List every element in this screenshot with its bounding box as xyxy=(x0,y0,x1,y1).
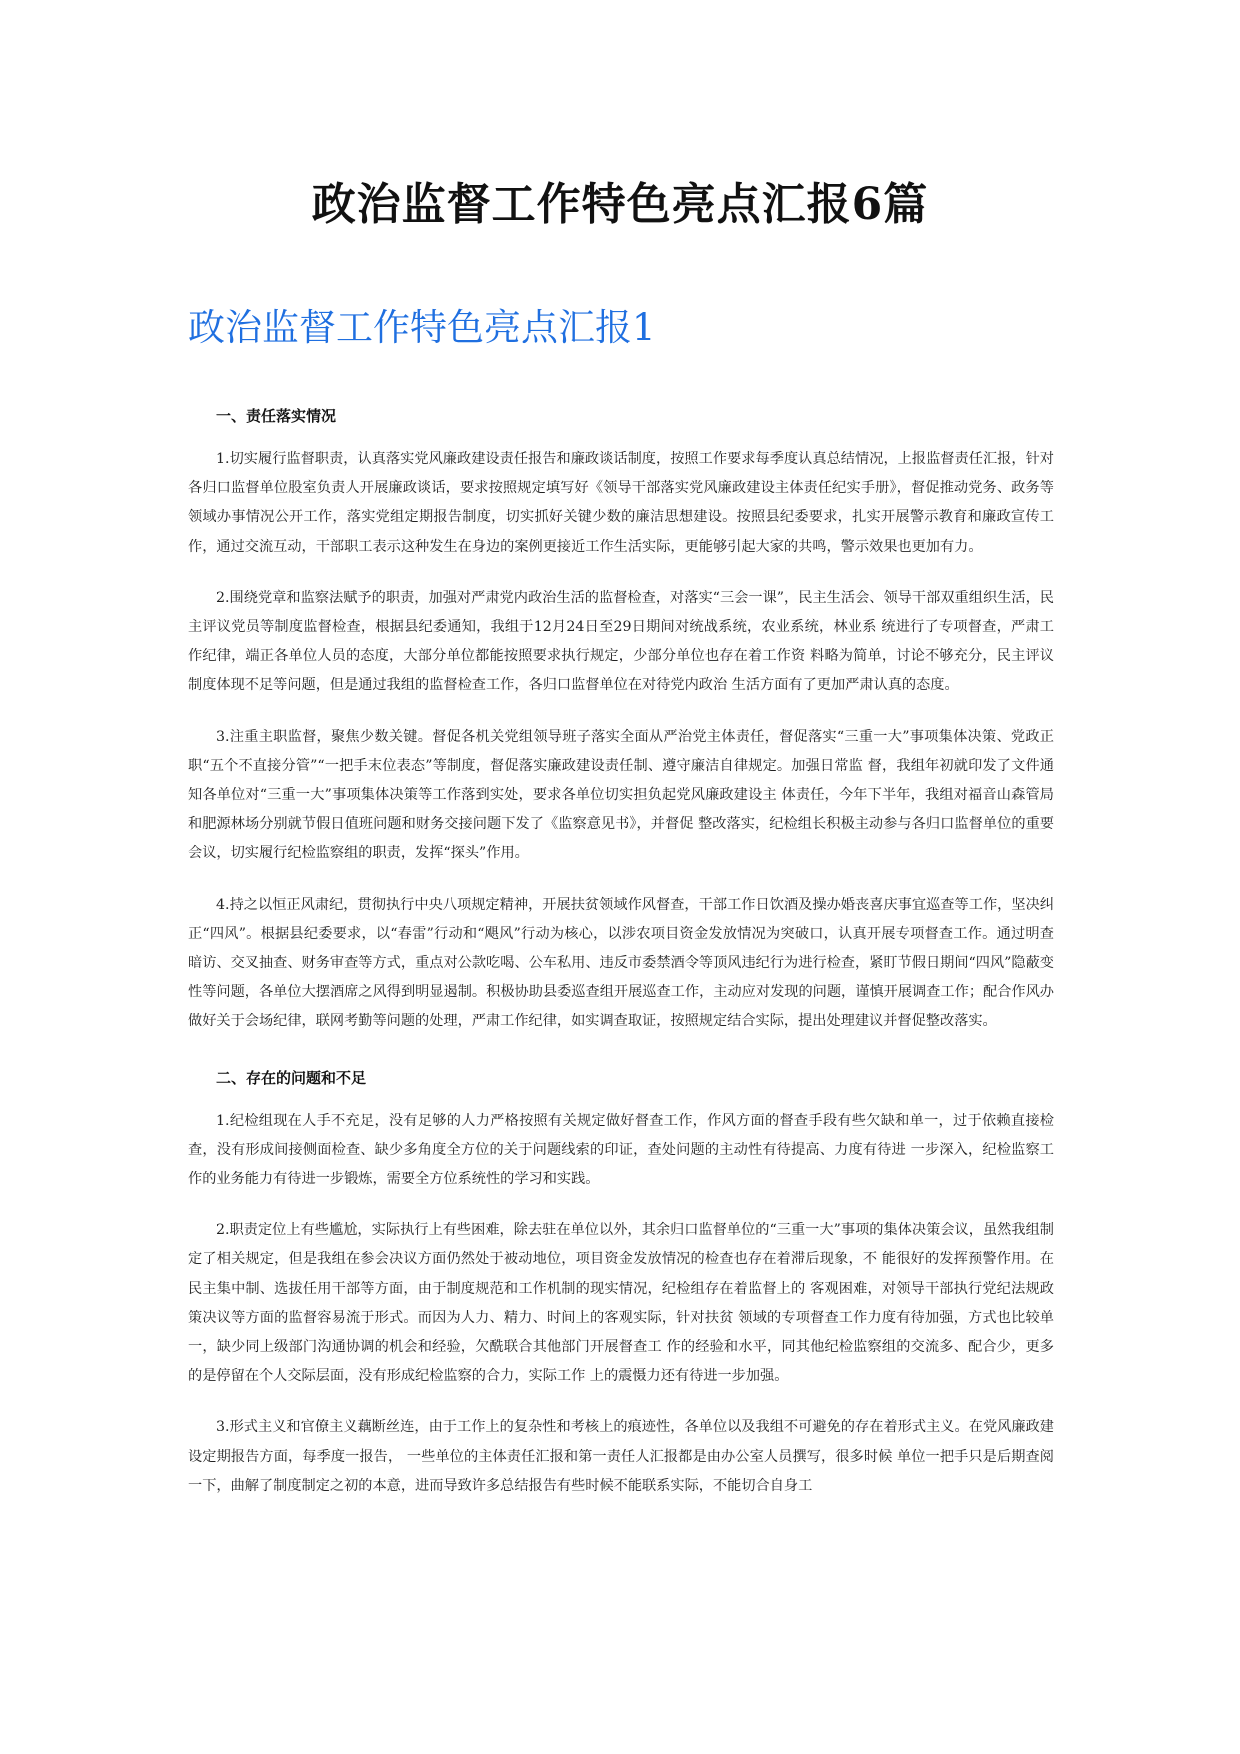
paragraph: 1.纪检组现在人手不充足，没有足够的人力严格按照有关规定做好督查工作，作风方面的督查手段有些欠缺和单一，过于依赖直接检查，没有形成间接侧面检查、缺少多角度全方位的关于问题线索的印证，查处问题的主动性有待提高、力度有待进 一步深入，纪检监察工作的业务能力有待进一步锻炼，需要全方位系统性的学习和实践。 xyxy=(188,1112,1054,1188)
section-heading: 一、责任落实情况 xyxy=(216,407,337,425)
paragraph: 1.切实履行监督职责，认真落实党风廉政建设责任报告和廉政谈话制度，按照工作要求每季度认真总结情况，上报监督责任汇报，针对各归口监督单位股室负责人开展廉政谈话，要求按照规定填写好《领导干部落实党风廉政建设主体责任纪实手册》，督促推动党务、政务等领域办事情况公开工作，落实党组定期报告制度，切实抓好关键少数的廉洁思想建设。按照县纪委要求，扎实开展警示教育和廉政宣传工作，通过交流互动，干部职工表示这种发生在身边的案例更接近工作生活实际，更能够引起大家的共鸣，警示效果也更加有力。 xyxy=(188,451,1054,555)
paragraph: 3.形式主义和官僚主义藕断丝连，由于工作上的复杂性和考核上的痕迹性，各单位以及我组不可避免的存在着形式主义。在党风廉政建设定期报告方面，每季度一报告， 一些单位的主体责任汇报和第一责任人汇报都是由办公室人员撰写，很多时候 单位一把手只是后期查阅一下，曲解了制度制定之初的本意，进而导致许多总结报告有些时候不能联系实际，不能切合自身工 xyxy=(188,1419,1054,1494)
section-title: 政治监督工作特色亮点汇报1 xyxy=(188,306,656,349)
section-heading: 二、存在的问题和不足 xyxy=(216,1068,367,1087)
paragraph: 2.围绕党章和监察法赋予的职责，加强对严肃党内政治生活的监督检查，对落实“三会一课”，民主生活会、领导干部双重组织生活，民主评议党员等制度监督检查，根据县纪委通知，我组于12月24日至29日期间对统战系统，农业系统，林业系 统进行了专项督查，严肃工作纪律，端正各单位人员的态度，大部分单位都能按照要求执行规定，少部分单位也存在着工作资 料略为简单，讨论不够充分，民主评议制度体现不足等问题，但是通过我组的监督检查工作，各归口监督单位在对待党内政治 生活方面有了更加严肃认真的态度。 xyxy=(188,589,1054,694)
paragraph: 4.持之以恒正风肃纪，贯彻执行中央八项规定精神，开展扶贫领域作风督查，干部工作日饮酒及操办婚丧喜庆事宜巡查等工作，坚决纠正“四风”。根据县纪委要求，以“春雷”行动和“飓风”行动为核心，以涉农项目资金发放情况为突破口，认真开展专项督查工作。通过明查暗访、交叉抽查、财务审查等方式，重点对公款吃喝、公车私用、违反市委禁酒令等顶风违纪行为进行检查，紧盯节假日期间“四风”隐蔽变性等问题，各单位大摆酒席之风得到明显遏制。积极协助县委巡查组开展巡查工作，主动应对发现的问题，谨慎开展调查工作；配合作风办做好关于会场纪律，联网考勤等问题的处理，严肃工作纪律，如实调查取证，按照规定结合实际，提出处理建议并督促整改落实。 xyxy=(188,896,1054,1030)
document-title: 政治监督工作特色亮点汇报6篇 xyxy=(311,179,929,230)
paragraph: 2.职责定位上有些尴尬，实际执行上有些困难，除去驻在单位以外，其余归口监督单位的“三重一大”事项的集体决策会议，虽然我组制定了相关规定，但是我组在参会决议方面仍然处于被动地位，项目资金发放情况的检查也存在着滞后现象，不 能很好的发挥预警作用。在民主集中制、选拔任用干部等方面，由于制度规范和工作机制的现实情况，纪检组存在着监督上的 客观困难，对领导干部执行党纪法规政策决议等方面的监督容易流于形式。而因为人力、精力、时间上的客观实际，针对扶贫 领域的专项督查工作力度有待加强，方式也比较单一，缺少同上级部门沟通协调的机会和经验，欠酰联合其他部门开展督查工 作的经验和水平，同其他纪检监察组的交流多、配合少，更多的是停留在个人交际层面，没有形成纪检监察的合力，实际工作 上的震慑力还有待进一步加强。 xyxy=(188,1222,1054,1385)
document-body xyxy=(188,405,1054,1523)
paragraph: 3.注重主职监督，聚焦少数关键。督促各机关党组领导班子落实全面从严治党主体责任，督促落实“三重一大”事项集体决策、党政正职“五个不直接分管”“一把手末位表态”等制度，督促落实廉政建设责任制、遵守廉洁自律规定。加强日常监 督，我组年初就印发了文件通知各单位对“三重一大”事项集体决策等工作落到实处，要求各单位切实担负起党风廉政建设主 体责任，今年下半年，我组对福音山森管局和肥源林场分别就节假日值班问题和财务交接问题下发了《监察意见书》，并督促 整改落实，纪检组长积极主动参与各归口监督单位的重要会议，切实履行纪检监察组的职责，发挥“探头”作用。 xyxy=(188,728,1054,862)
